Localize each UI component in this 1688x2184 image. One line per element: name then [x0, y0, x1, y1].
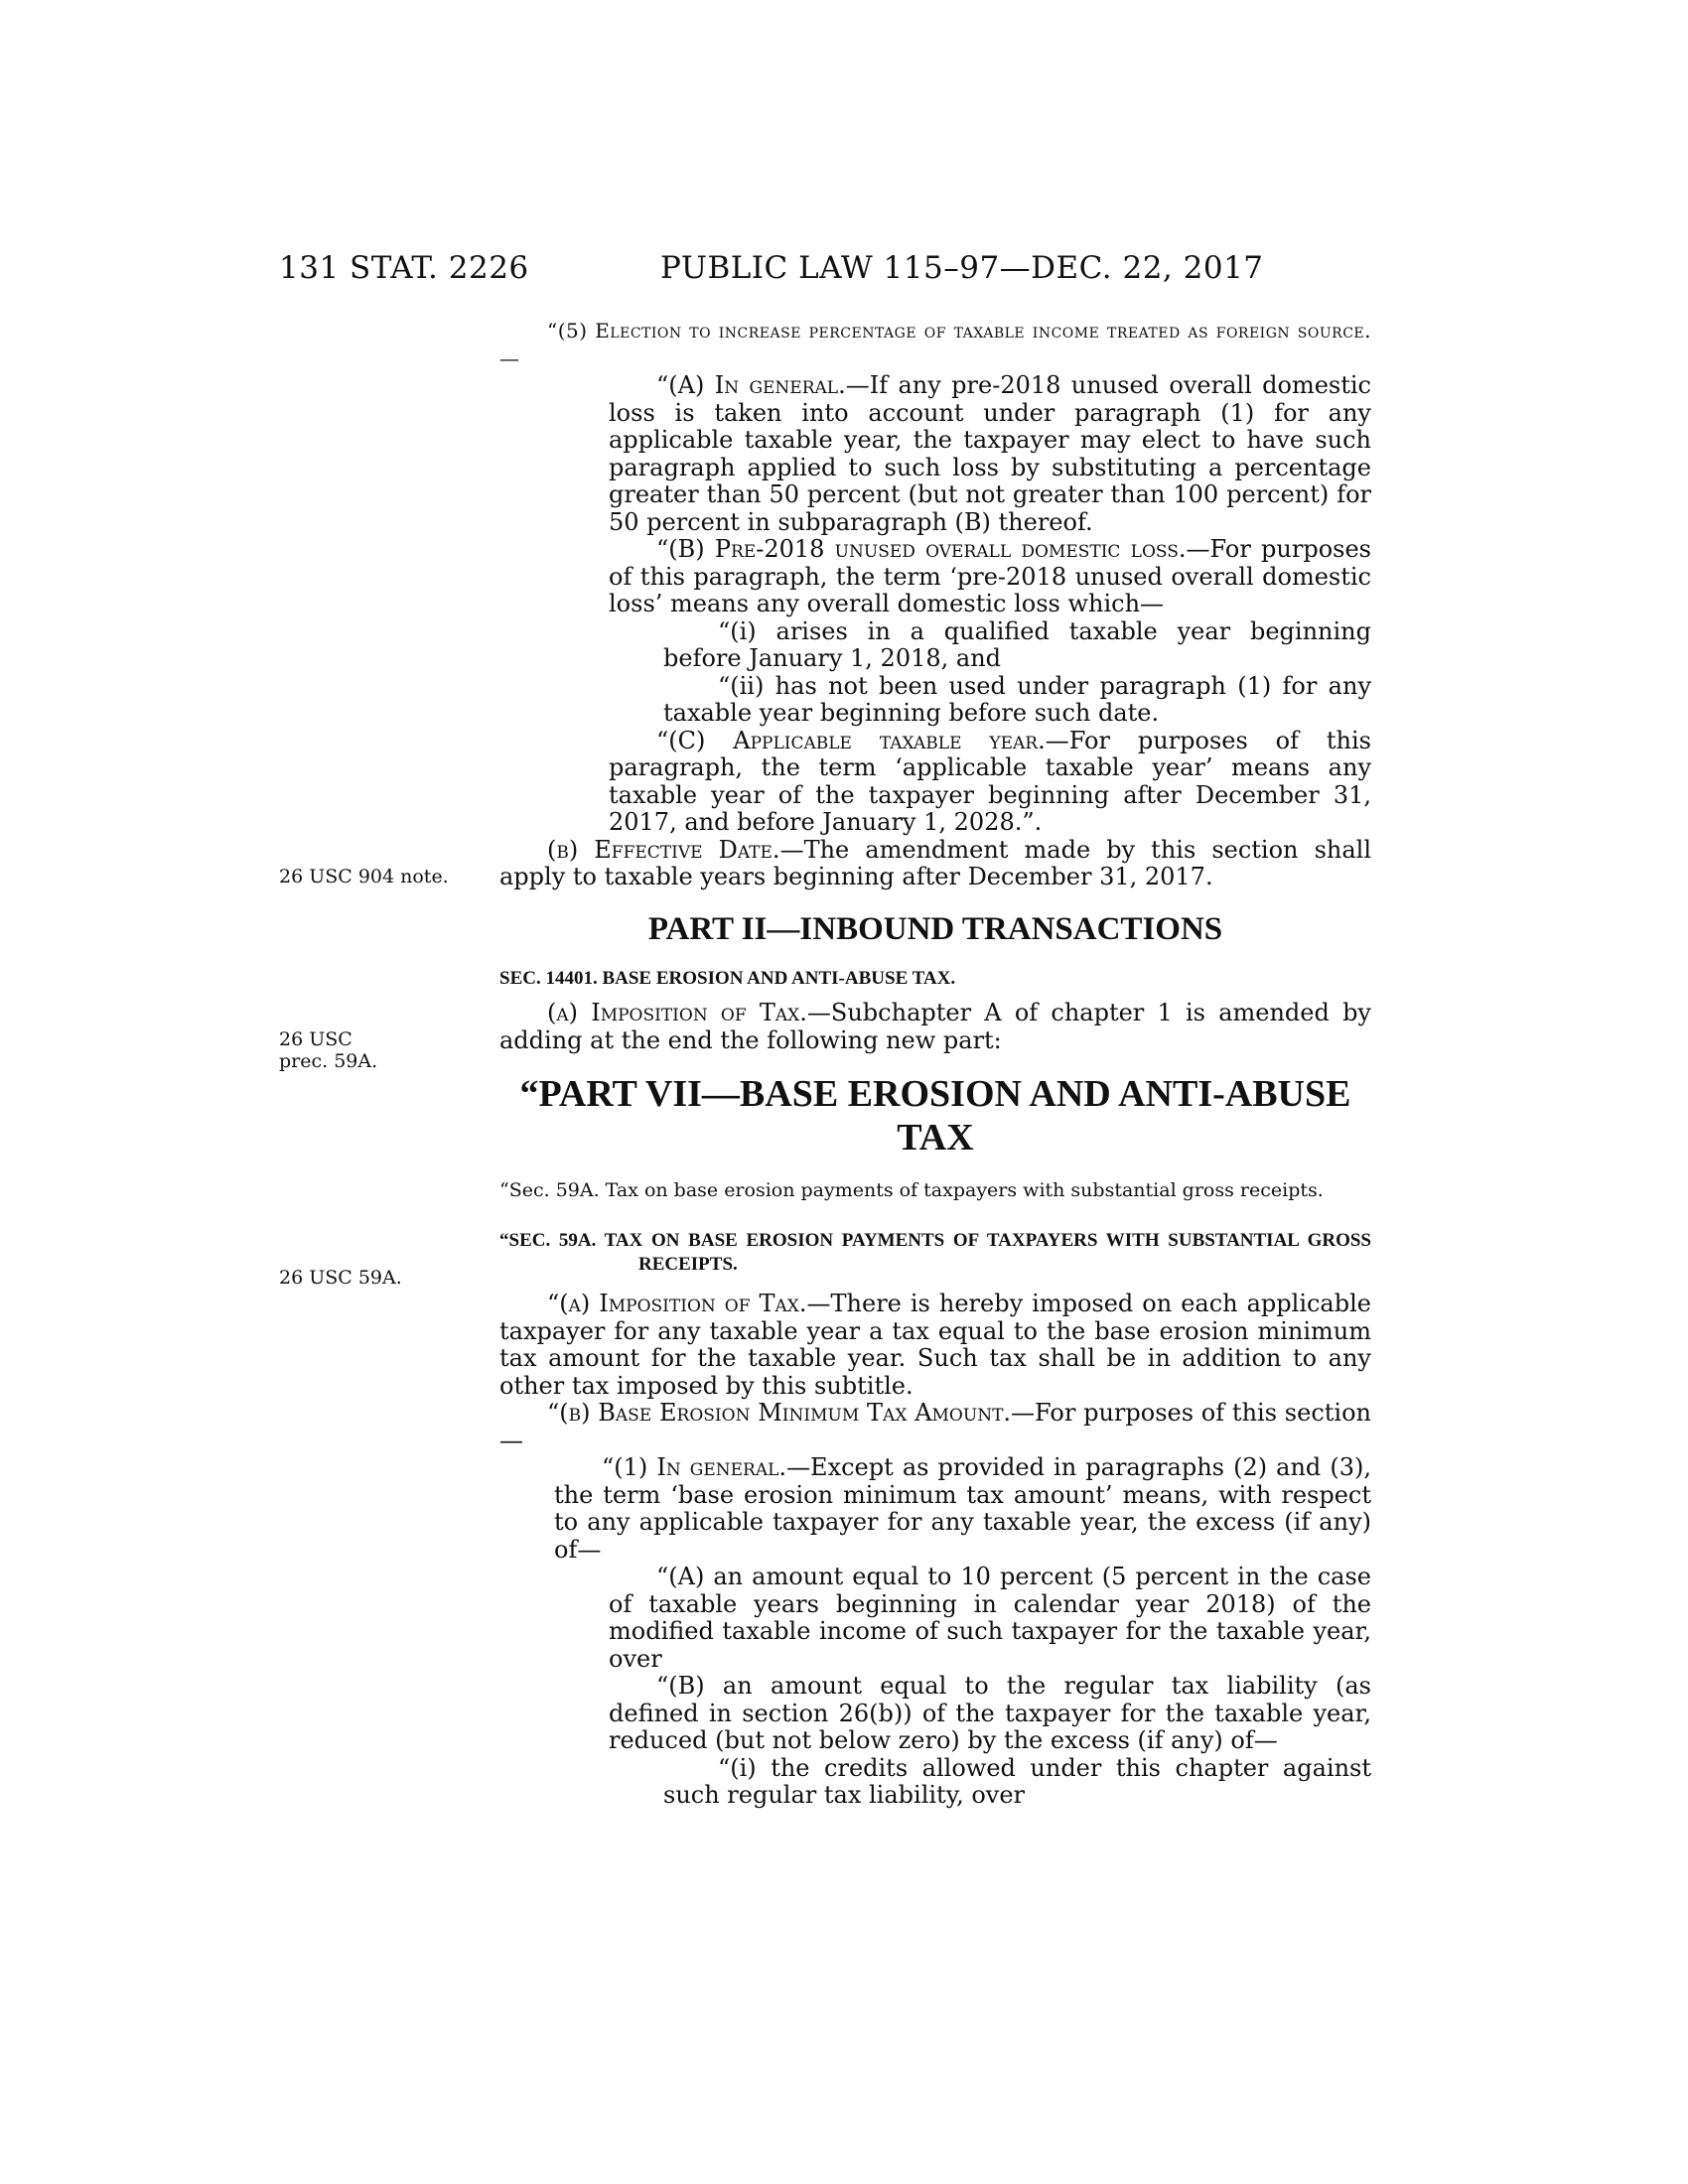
subparagraph-c — [499, 728, 1371, 837]
margin-note-prec: prec. 59A. — [279, 1050, 378, 1072]
running-header: PUBLIC LAW 115–97—DEC. 22, 2017 — [660, 250, 1264, 286]
clause-b1b-i: “(i) the credits allowed under this chapter against such regular tax liability, over — [663, 1753, 1371, 1809]
stat-page-number: 131 STAT. 2226 — [279, 250, 529, 286]
section-14401-heading: SEC. 14401. BASE EROSION AND ANTI-ABUSE TAX. — [499, 967, 956, 989]
subsection-b-label: “(b) Base Erosion Minimum Tax Amount. — [547, 1399, 1012, 1427]
subparagraph-a-label: “(A) In general. — [656, 371, 846, 399]
subparagraph-b — [499, 536, 1371, 618]
effective-date-text: —The amendment made by this section shall apply to taxable years beginning after December 31, 2017. — [499, 835, 1371, 890]
subparagraph-b1b: “(B) an amount equal to the regular tax liability (as defined in section 26(b)) of the taxpayer for the taxable year, reduced (but not below zero) by the excess (if any) of— — [609, 1672, 1371, 1754]
subsection-a — [499, 1291, 1371, 1400]
part-vii-heading: “PART VII—BASE EROSION AND ANTI-ABUSE TAX — [519, 1073, 1351, 1159]
part-ii-heading: PART II—INBOUND TRANSACTIONS — [647, 910, 1223, 947]
subparagraph-c-label: “(C) Applicable taxable year. — [656, 726, 1046, 754]
effective-date-label: (b) Effective Date. — [547, 835, 780, 864]
subsection-a-text: —There is hereby imposed on each applicable taxpayer for any taxable year a tax equal to the base erosion minimum tax amount for the taxable year. Such tax shall be in addition to any other tax imposed by this subtitle. — [499, 1290, 1371, 1400]
subparagraph-c-text: —For purposes of this paragraph, the term ‘applicable taxable year’ means any taxable year of the taxpayer beginning after December 31, 2017, and before January 1, 2028.”. — [609, 726, 1371, 836]
paragraph-b1-text: —Except as provided in paragraphs (2) and (3), the term ‘base erosion minimum tax amount’ means, with respect to any applicable taxpayer for any taxable year, the excess (if any) of— — [554, 1453, 1371, 1564]
subparagraph-b-label: “(B) Pre-2018 unused overall domestic loss. — [656, 535, 1187, 563]
subsection-b-text: —For purposes of this section— — [499, 1399, 1371, 1454]
paragraph-b1 — [499, 1454, 1371, 1564]
paragraph-b1-label: “(1) In general. — [602, 1453, 787, 1481]
effective-date — [499, 837, 1371, 891]
subsection-a-label: “(a) Imposition of Tax. — [547, 1290, 807, 1317]
subparagraph-a — [499, 372, 1371, 536]
imposition-text: —Subchapter A of chapter 1 is amended by adding at the end the following new part: — [499, 999, 1371, 1054]
margin-note-usc: 26 USC — [279, 1028, 352, 1050]
imposition-label: (a) Imposition of Tax. — [547, 999, 807, 1026]
margin-note-59a: 26 USC 59A. — [279, 1267, 402, 1289]
subparagraph-b-text: —For purposes of this paragraph, the term ‘pre-2018 unused overall domestic loss’ means any overall domestic loss which— — [609, 535, 1371, 617]
section-59a-heading: “SEC. 59A. TAX ON BASE EROSION PAYMENTS OF TAXPAYERS WITH SUBSTANTIAL GROSS RECEIPTS. — [499, 1230, 1371, 1275]
subparagraph-b1a: “(A) an amount equal to 10 percent (5 percent in the case of taxable years beginning in calendar year 2018) of the modified taxable income of such taxpayer for the taxable year, over — [609, 1563, 1371, 1673]
subparagraph-a-text: —If any pre-2018 unused overall domestic loss is taken into account under paragraph (1) for any applicable taxable year, the taxpayer may elect to have such paragraph applied to such loss by substituting a percentage greater than 50 percent (but not greater than 100 percent) for 50 percent in subparagraph (B) thereof. — [609, 371, 1371, 536]
paragraph-5-heading: “(5) Election to increase percentage of taxable income treated as foreign source.— — [499, 319, 1371, 370]
table-of-contents-entry: “Sec. 59A. Tax on base erosion payments of taxpayers with substantial gross receipts. — [499, 1179, 1324, 1201]
margin-note-904: 26 USC 904 note. — [279, 866, 449, 887]
clause-i: “(i) arises in a qualified taxable year beginning before January 1, 2018, and — [663, 616, 1371, 672]
clause-ii: “(ii) has not been used under paragraph (1) for any taxable year beginning before such date. — [663, 671, 1371, 727]
document-body — [499, 318, 1371, 1810]
subsection-b — [499, 1400, 1371, 1454]
imposition-of-tax-amendment — [499, 1000, 1371, 1054]
